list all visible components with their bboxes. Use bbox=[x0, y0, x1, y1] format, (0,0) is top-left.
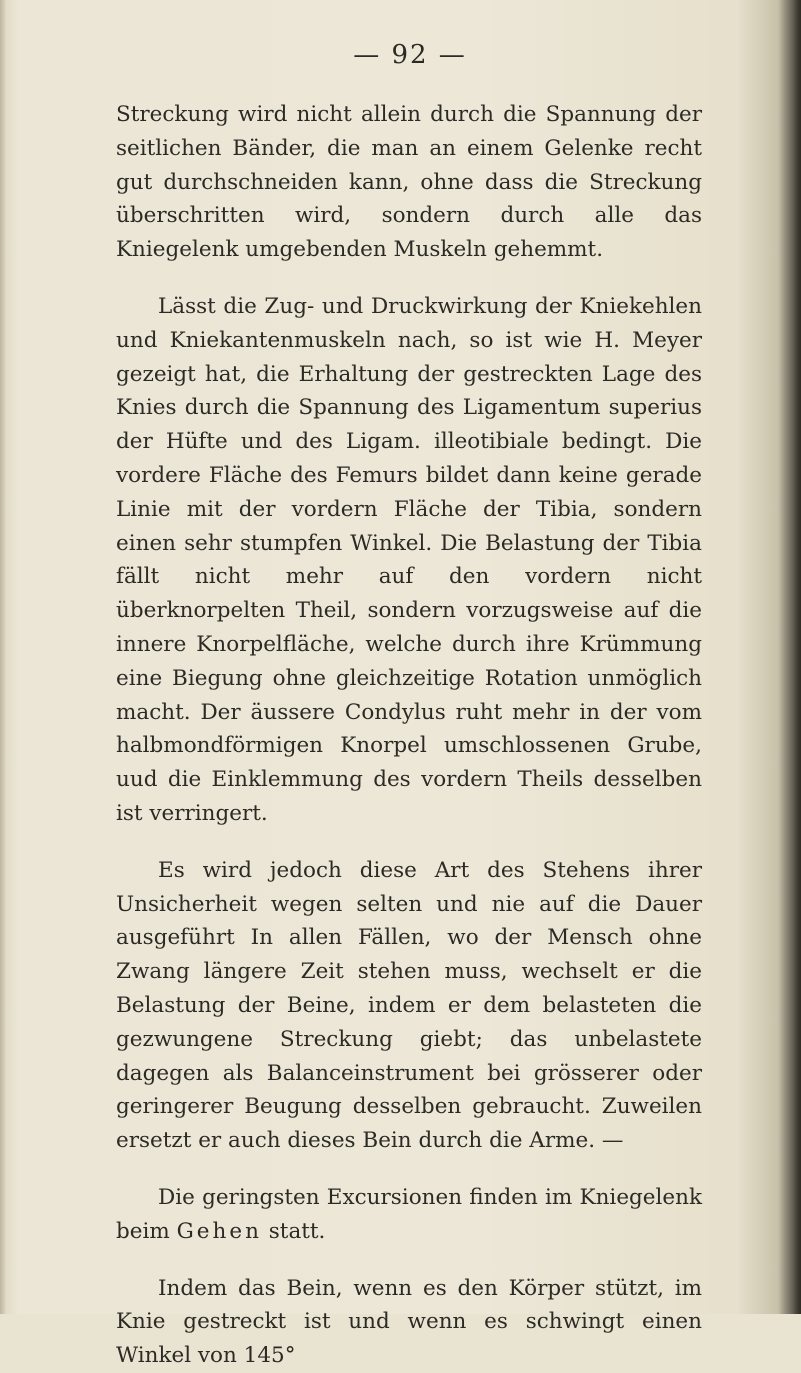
paragraph-4-text: Die geringsten Excursionen finden im Kniegelenk beim bbox=[116, 1184, 702, 1244]
paragraph-1: Streckung wird nicht allein durch die Spannung der seitlichen Bänder, die man an einem Gelenke recht gut durchschneiden kann, ohne dass die Streckung überschritten wird, sondern durch alle das Kniegelenk umgebenden Muskeln gehemmt. bbox=[116, 102, 702, 263]
paragraph-gap bbox=[116, 1158, 702, 1181]
page-number: — 92 — bbox=[353, 40, 467, 70]
spaced-word-gehen: Gehen bbox=[176, 1218, 262, 1244]
paragraph-gap bbox=[116, 267, 702, 290]
paragraph-gap bbox=[116, 831, 702, 854]
paragraph-3: Es wird jedoch diese Art des Stehens ihrer Unsicherheit wegen selten und nie auf die Dauer ausgeführt In allen Fällen, wo der Mensch ohne Zwang längere Zeit stehen muss, wechselt er die Belastung der Beine, indem er dem belasteten die gezwungene Streckung giebt; das unbelastete dagegen als Balanceinstrument bei grösserer oder geringerer Beugung desselben gebraucht. Zuweilen ersetzt er auch dieses Bein durch die Arme. — bbox=[116, 857, 702, 1154]
page-left-edge bbox=[0, 0, 6, 1314]
paragraph-5: Indem das Bein, wenn es den Körper stützt, im Knie gestreckt ist und wenn es schwingt einen Winkel von 145° bbox=[116, 1275, 702, 1369]
paragraph-4 bbox=[116, 1181, 702, 1249]
paragraph-gap bbox=[116, 1249, 702, 1272]
body-text bbox=[116, 98, 702, 1373]
binding-shadow bbox=[779, 0, 801, 1314]
paragraph-2: Lässt die Zug- und Druckwirkung der Kniekehlen und Kniekantenmuskeln nach, so ist wie H. Meyer gezeigt hat, die Erhaltung der gestreckten Lage des Knies durch die Spannung des Ligamentum superius der Hüfte und des Ligam. illeotibiale bedingt. Die vordere Fläche des Femurs bildet dann keine gerade Linie mit der vordern Fläche der Tibia, sondern einen sehr stumpfen Winkel. Die Belastung der Tibia fällt nicht mehr auf den vordern nicht überknorpelten Theil, sondern vorzugsweise auf die innere Knorpelfläche, welche durch ihre Krümmung eine Biegung ohne gleichzeitige Rotation unmöglich macht. Der äussere Condylus ruht mehr in der vom halbmondförmigen Knorpel umschlossenen Grube, uud die Einklemmung des vordern Theils desselben ist verringert. bbox=[116, 293, 702, 826]
paragraph-4-end: statt. bbox=[268, 1218, 326, 1244]
